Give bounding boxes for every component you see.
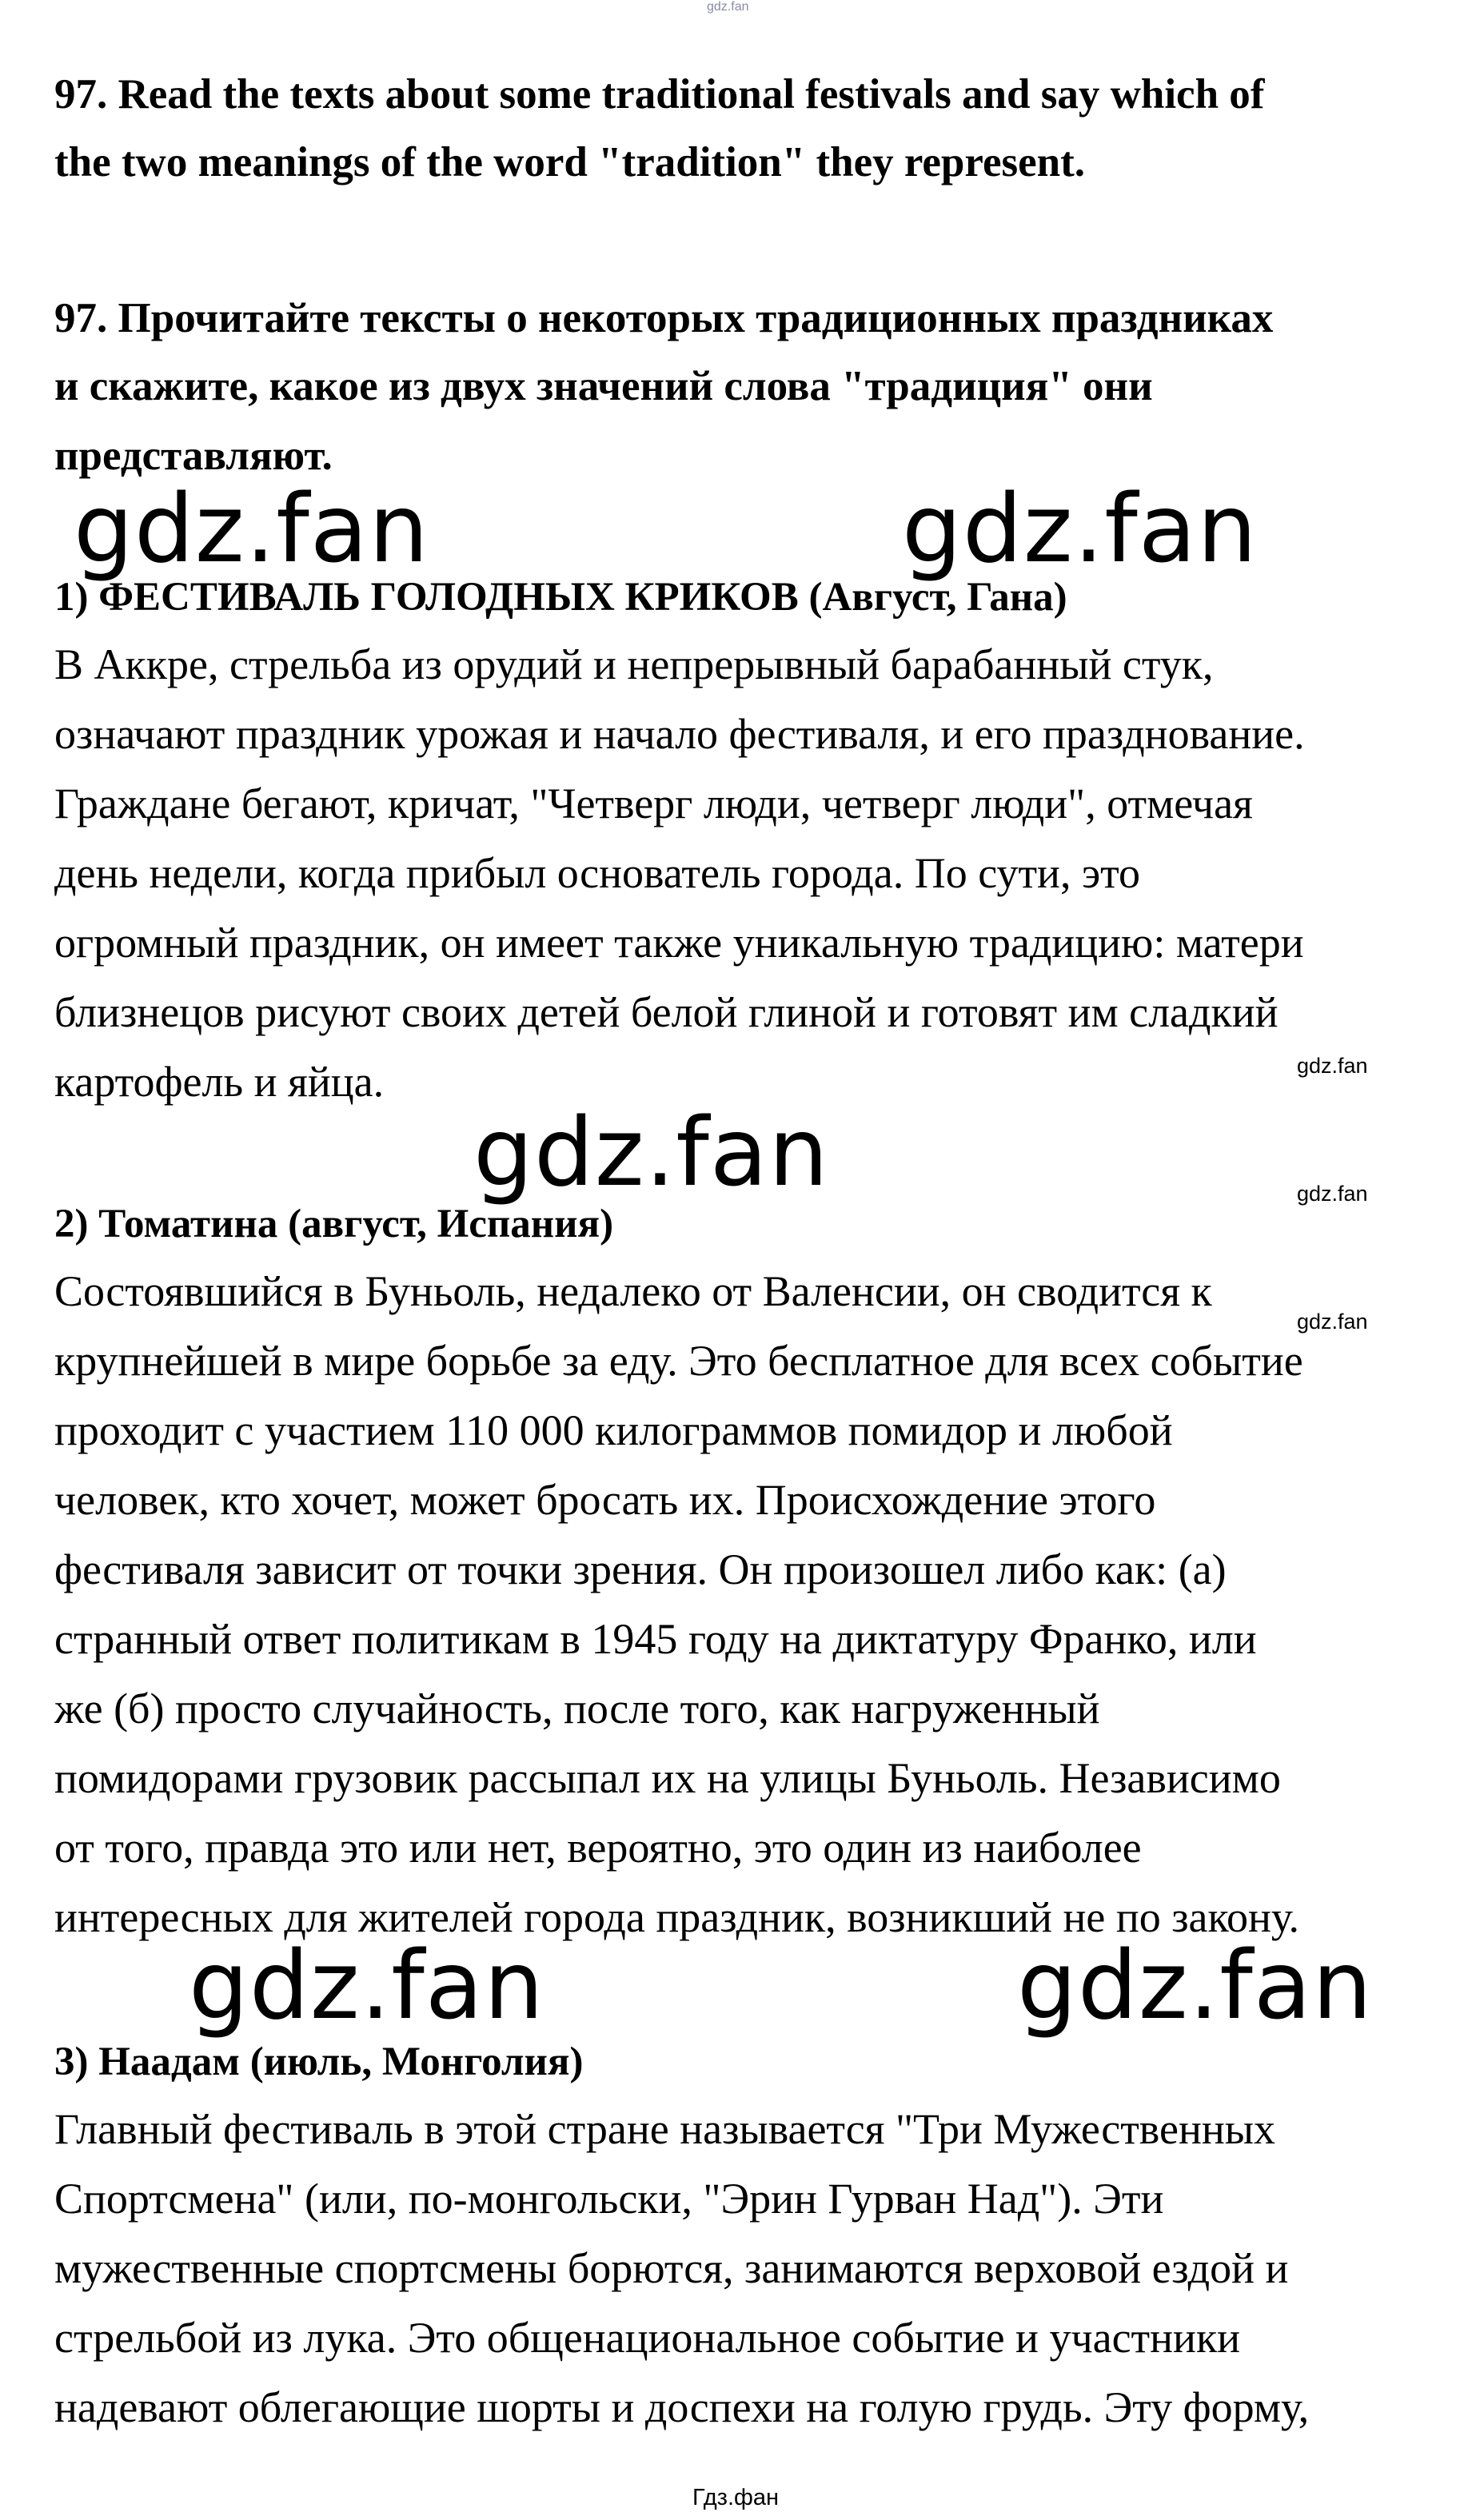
section-2-line: же (б) просто случайность, после того, как нагруженный <box>54 1685 1100 1732</box>
watermark-small: gdz.fan <box>1297 1310 1368 1334</box>
task-ru-line-2: и скажите, какое из двух значений слова "традиция" они <box>54 363 1153 409</box>
section-2-line: помидорами грузовик рассыпал их на улицы Буньоль. Независимо <box>54 1754 1281 1802</box>
section-1-line: Граждане бегают, кричат, "Четверг люди, четверг люди", отмечая <box>54 780 1253 827</box>
section-3-line: стрельбой из лука. Это общенациональное событие и участники <box>54 2314 1241 2362</box>
top-watermark: gdz.fan <box>707 0 749 14</box>
section-2-line: крупнейшей в мире борьбе за еду. Это бесплатное для всех событие <box>54 1337 1303 1385</box>
section-2-line: Состоявшийся в Буньоль, недалеко от Валенсии, он сводится к <box>54 1267 1212 1315</box>
section-1-heading: 1) ФЕСТИВАЛЬ ГОЛОДНЫХ КРИКОВ (Август, Гана) <box>54 575 1067 620</box>
watermark-large: gdz.fan <box>1017 1930 1373 2040</box>
task-en-line-1: 97. Read the texts about some traditional festivals and say which of <box>54 71 1265 118</box>
section-2-line: интересных для жителей города праздник, возникший не по закону. <box>54 1893 1300 1941</box>
section-2-line: человек, кто хочет, может бросать их. Происхождение этого <box>54 1476 1156 1524</box>
watermark-large: gdz.fan <box>473 1097 829 1207</box>
bottom-watermark: Гдз.фан <box>692 2485 780 2510</box>
section-2-line: странный ответ политикам в 1945 году на диктатуру Франко, или <box>54 1615 1257 1663</box>
section-1-line: означают праздник урожая и начало фестиваля, и его празднование. <box>54 710 1305 758</box>
section-3-line: Главный фестиваль в этой стране называется "Три Мужественных <box>54 2105 1276 2153</box>
section-3-line: надевают облегающие шорты и доспехи на голую грудь. Эту форму, <box>54 2383 1310 2431</box>
section-3-heading: 3) Наадам (июль, Монголия) <box>54 2040 584 2084</box>
section-1-line: день недели, когда прибыл основатель города. По сути, это <box>54 849 1141 897</box>
section-1-line: огромный праздник, он имеет также уникальную традицию: матери <box>54 919 1304 967</box>
task-en-line-2: the two meanings of the word "tradition" they represent. <box>54 139 1086 185</box>
section-1-line: близнецов рисуют своих детей белой глиной и готовят им сладкий <box>54 988 1279 1036</box>
section-2-line: фестиваля зависит от точки зрения. Он произошел либо как: (а) <box>54 1545 1227 1593</box>
section-3-line: Спортсмена" (или, по-монгольски, "Эрин Гурван Над"). Эти <box>54 2175 1164 2223</box>
section-1-line: В Аккре, стрельба из орудий и непрерывный барабанный стук, <box>54 640 1214 688</box>
section-2-heading: 2) Томатина (август, Испания) <box>54 1202 614 1246</box>
section-2-line: проходит с участием 110 000 килограммов помидор и любой <box>54 1406 1173 1454</box>
task-ru-line-3: представляют. <box>54 433 333 479</box>
watermark-small: gdz.fan <box>1297 1054 1368 1078</box>
watermark-large: gdz.fan <box>902 473 1258 584</box>
section-3-line: мужественные спортсмены борются, занимаются верховой ездой и <box>54 2244 1289 2292</box>
watermark-large: gdz.fan <box>74 473 429 584</box>
watermark-small: gdz.fan <box>1297 1182 1368 1206</box>
task-ru-line-1: 97. Прочитайте тексты о некоторых традиционных праздниках <box>54 295 1274 341</box>
watermark-large: gdz.fan <box>189 1930 545 2040</box>
section-2-line: от того, правда это или нет, вероятно, это один из наиболее <box>54 1824 1142 1872</box>
section-1-line: картофель и яйца. <box>54 1058 385 1106</box>
